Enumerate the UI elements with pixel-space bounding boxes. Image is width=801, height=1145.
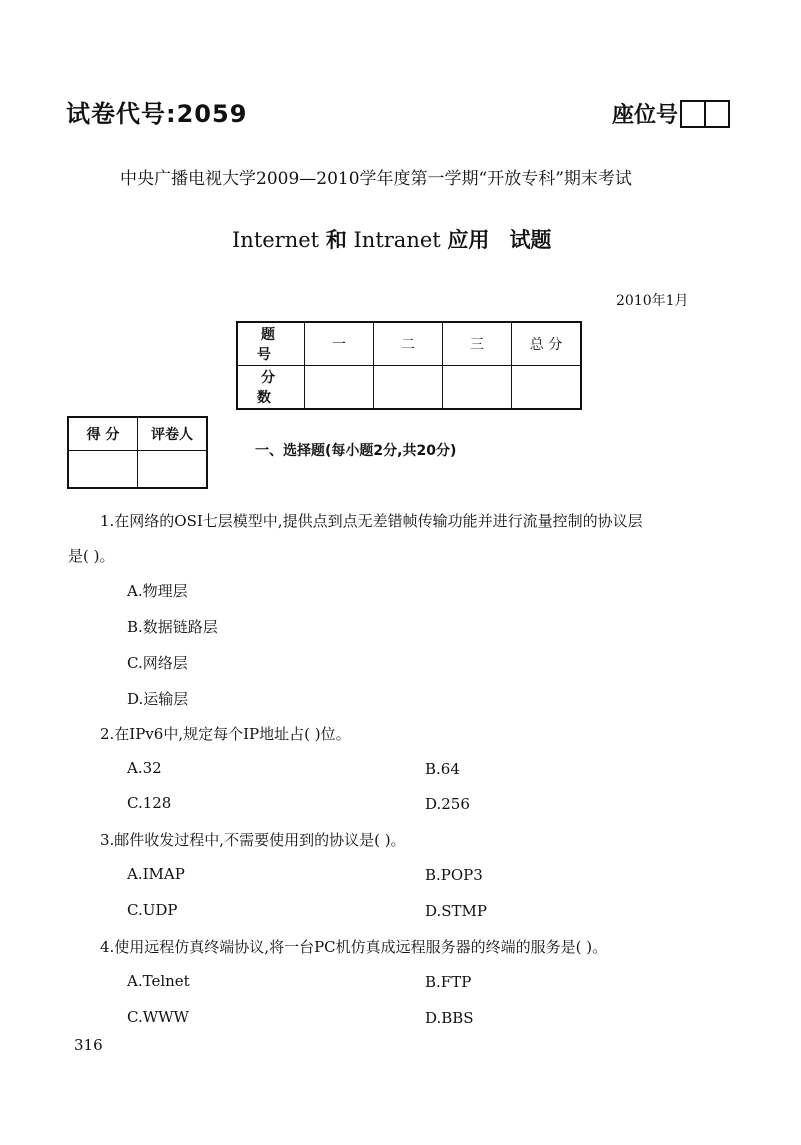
- question-1-option-c: C.网络层: [127, 654, 188, 672]
- question-4-option-d: D.BBS: [425, 1009, 474, 1027]
- grading-table-body-row: [68, 451, 207, 489]
- question-4-option-b: B.FTP: [425, 973, 472, 991]
- score-cell-2: [374, 366, 443, 410]
- paper-code: 试卷代号:2059: [66, 100, 248, 128]
- section-title: 一、选择题(每小题2分,共20分): [255, 443, 457, 459]
- title-part-5: 试题: [509, 228, 552, 252]
- title-part-1: Internet: [232, 228, 320, 252]
- question-1-stem-continued: 是( )。: [68, 547, 115, 565]
- exam-date: 2010年1月: [616, 293, 689, 309]
- score-cell-1: [305, 366, 374, 410]
- question-1-stem: 1.在网络的OSI七层模型中,提供点到点无差错帧传输功能并进行流量控制的协议层: [100, 512, 643, 530]
- score-table-header-label: 题 号: [237, 322, 305, 366]
- score-table-header-row: [237, 322, 581, 366]
- score-table-header-2: 二: [374, 322, 443, 366]
- question-3-option-d: D.STMP: [425, 902, 487, 920]
- question-2-option-d: D.256: [425, 795, 470, 813]
- question-2-option-c: C.128: [127, 794, 172, 812]
- question-1-option-d: D.运输层: [127, 690, 189, 708]
- seat-number: [612, 98, 730, 129]
- score-cell-total: [512, 366, 582, 410]
- title-part-4: 应用: [447, 228, 490, 252]
- score-table-header-total: 总 分: [512, 322, 582, 366]
- grading-table: [67, 416, 208, 489]
- grading-score-label: 得 分: [68, 417, 138, 451]
- exam-header: 中央广播电视大学2009—2010学年度第一学期“开放专科”期末考试: [120, 169, 632, 189]
- score-table-row-label: 分 数: [237, 366, 305, 410]
- question-3-option-b: B.POP3: [425, 866, 483, 884]
- score-table-header-3: 三: [443, 322, 512, 366]
- question-3-option-c: C.UDP: [127, 901, 178, 919]
- grading-grader-label: 评卷人: [138, 417, 208, 451]
- title-part-2: 和: [325, 228, 347, 252]
- question-2-option-a: A.32: [127, 759, 162, 777]
- question-4-option-c: C.WWW: [127, 1008, 189, 1026]
- grading-score-cell: [68, 451, 138, 489]
- exam-title: [232, 224, 551, 254]
- question-4-stem: 4.使用远程仿真终端协议,将一台PC机仿真成远程服务器的终端的服务是( )。: [100, 938, 608, 956]
- page-number: 316: [74, 1036, 103, 1054]
- seat-number-label: 座位号: [612, 103, 679, 128]
- score-table-header-1: 一: [305, 322, 374, 366]
- question-1-option-a: A.物理层: [127, 582, 188, 600]
- question-2-stem: 2.在IPv6中,规定每个IP地址占( )位。: [100, 725, 351, 743]
- question-1-option-b: B.数据链路层: [127, 618, 218, 636]
- score-table: [236, 321, 582, 410]
- question-4-option-a: A.Telnet: [127, 972, 190, 990]
- grading-table-header-row: [68, 417, 207, 451]
- question-3-stem: 3.邮件收发过程中,不需要使用到的协议是( )。: [100, 831, 406, 849]
- score-table-score-row: [237, 366, 581, 410]
- grading-grader-cell: [138, 451, 208, 489]
- question-2-option-b: B.64: [425, 760, 460, 778]
- seat-number-box: [680, 100, 730, 128]
- score-cell-3: [443, 366, 512, 410]
- question-3-option-a: A.IMAP: [127, 865, 185, 883]
- title-part-3: Intranet: [353, 228, 441, 252]
